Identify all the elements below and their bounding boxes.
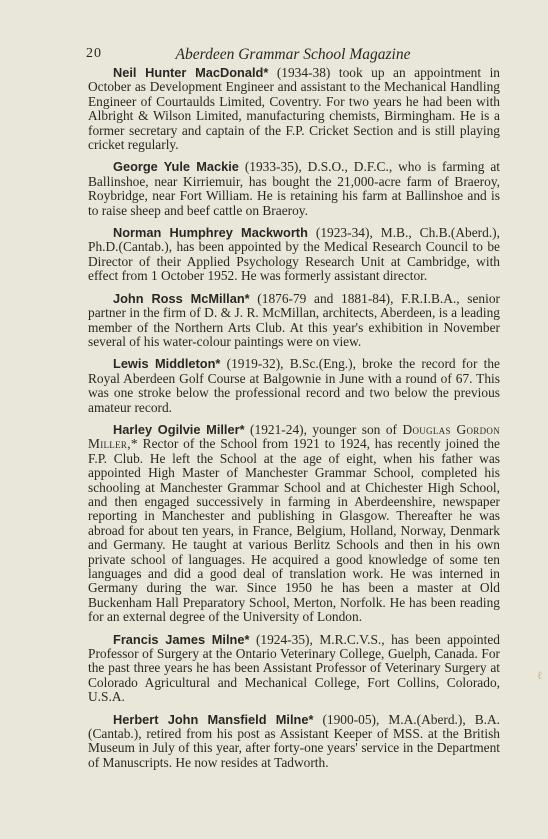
entry-text: (1900-05), M.A.(Aberd.), B.A.(Cantab.), retired from his post as Assistant Keeper of MSS. at the British Museum in July of this year, after forty-one years' service in the Department of Manuscripts. He now resides at Tadworth.: [88, 711, 501, 770]
page-body: [88, 66, 500, 778]
entry-mackworth: [88, 226, 500, 284]
entry-name: George Yule Mackie: [113, 159, 239, 175]
entry-text: Rector of the School from 1921 to 1924, has recently joined the F.P. Club. He left the School at the age of eight, when his father was appointed High Master of Manchester Grammar School, completed his schooling at Manchester Grammar School and at Chichester High School, and then engaged successively in farming in Aberdeenshire, newspaper reporting in Manchester and publishing in Glasgow. Thereafter he was abroad for about ten years, in France, Belgium, Holland, Norway, Denmark and Germany. He taught at various Berlitz Schools and then in his own private school of languages. He acquired a good knowledge of some ten languages and did a good deal of translation work. He was interned in Germany during the war. Since 1950 he has been a master at Old Buckenham Hall Preparatory School, Merton, Norfolk. He has been reading for an external degree of the University of London.: [88, 436, 500, 625]
entry-name: Harley Ogilvie Miller*: [113, 421, 245, 437]
margin-mark: ℓ: [537, 670, 543, 682]
entry-text: (1934-38) took up an appointment in October as Development Engineer and assistant to the Mechanical Handling Engineer of Courtaulds Limited, Coventry. For two years he had been with Albright & Wilson Limited, manufacturing chemists, Birmingham. He is a former secretary and captain of the F.P. Cricket Section and is still playing cricket regularly.: [88, 65, 501, 153]
entry-name: Norman Humphrey Mackworth: [113, 225, 308, 241]
entry-milne-francis: [88, 633, 500, 705]
entry-text-before: (1921-24), younger son of: [244, 421, 403, 437]
journal-title: Aberdeen Grammar School Magazine: [175, 46, 411, 63]
entry-text: (1923-34), M.B., Ch.B.(Aberd.), Ph.D.(Cantab.), has been appointed by the Medical Research Council to be Director of their Applied Psychology Research Unit at Cambridge, with effect from 1 October 1952. He was formerly assistant director.: [88, 225, 500, 284]
entry-text: (1924-35), M.R.C.V.S., has been appointed Professor of Surgery at the Ontario Veterinary College, Guelph, Canada. For the past three years he has been Assistant Professor of Veterinary Surgery at Colorado Agricultural and Mechanical College, Fort Collins, Colorado, U.S.A.: [88, 631, 500, 705]
entry-mcmillan: [88, 292, 500, 350]
page-number: 20: [86, 46, 102, 61]
entry-name: Neil Hunter MacDonald*: [113, 65, 269, 80]
entry-name: Lewis Middleton*: [113, 356, 221, 372]
entry-name: Herbert John Mansfield Milne*: [113, 711, 314, 727]
entry-miller: [88, 423, 500, 625]
entry-name: Francis James Milne*: [113, 631, 250, 647]
entry-small-caps-name: Douglas Gordon Miller,*: [88, 421, 500, 452]
entry-name: John Ross McMillan*: [113, 290, 250, 306]
running-head: [86, 46, 500, 66]
entry-middleton: [88, 357, 500, 415]
entry-text: (1933-35), D.S.O., D.F.C., who is farming at Ballinshoe, near Kirriemuir, has bought the 21,000-acre farm of Braeroy, Roybridge, near Fort William. He is retaining his farm at Ballinshoe and is to raise sheep and beef cattle on Braeroy.: [88, 159, 501, 218]
entry-milne-herbert: [88, 713, 500, 771]
entry-text: (1919-32), B.Sc.(Eng.), broke the record for the Royal Aberdeen Golf Course at Balgownie in June with a round of 67. This was one stroke below the professional record and two below the previous amateur record.: [88, 356, 500, 415]
entry-macdonald: [88, 66, 500, 152]
entry-mackie: [88, 160, 500, 218]
entry-text: (1876-79 and 1881-84), F.R.I.B.A., senior partner in the firm of D. & J. R. McMillan, architects, Aberdeen, is a leading member of the Northern Arts Club. At this year's exhibition in November several of his water-colour paintings were on view.: [88, 290, 500, 349]
